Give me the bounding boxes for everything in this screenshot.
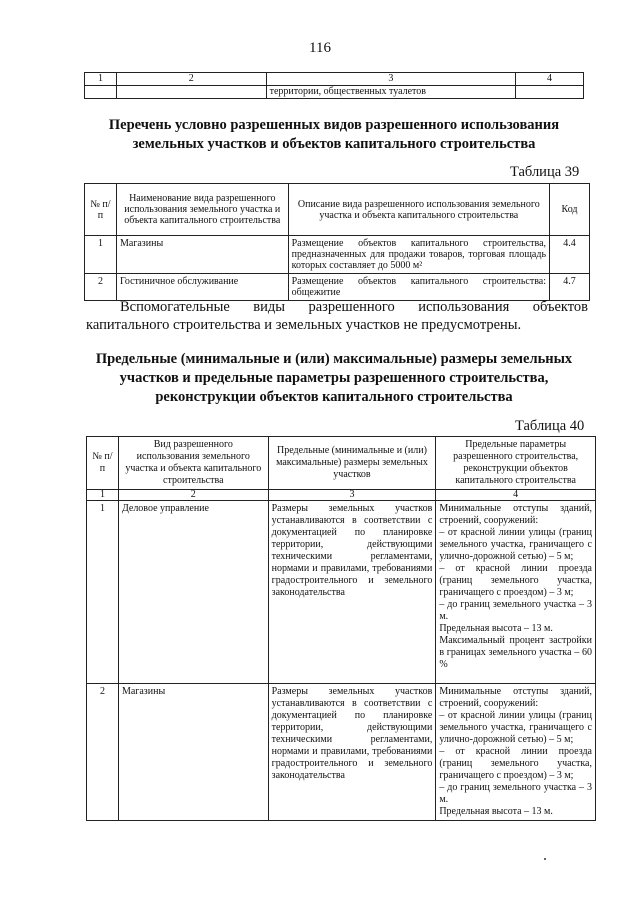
header-cell: № п/п [87,437,119,490]
table-row [87,501,596,684]
parameter-line: Предельная высота – 13 м. [439,806,553,817]
table-cell: 1 [85,73,117,86]
table-row [85,274,590,301]
auxiliary-uses-paragraph: Вспомогательные виды разрешенного использования объектов капитального строительства и земельных участков не предусмотрены. [86,299,588,333]
parameter-line: Максимальный процент застройки в границах земельного участка – 60 % [439,635,592,670]
heading-line: Предельные (минимальные и (или) максимальные) размеры земельных [95,351,573,367]
continued-table [84,72,584,99]
table40-caption: Таблица 40 [515,418,585,434]
parameter-line: – от красной линии улицы (границ земельного участка, граничащего с улично-дорожной сетью) – 5 м; [439,710,592,745]
row-number: 1 [85,236,117,274]
scan-speck [544,858,546,860]
parameter-line: Предельная высота – 13 м. [439,623,553,634]
table-39 [84,183,590,301]
table-cell: территории, общественных туалетов [266,86,516,99]
header-cell: Предельные параметры разрешенного строительства, реконструкции объектов капитального строительства [436,437,596,490]
header-cell: Вид разрешенного использования земельного участка и объекта капитального строительства [118,437,268,490]
page-number: 116 [309,40,331,56]
heading-line: земельных участков и объектов капитального строительства [132,136,536,152]
use-name: Гостиничное обслуживание [116,274,288,301]
table-cell: 4 [516,73,584,86]
use-code: 4.4 [550,236,590,274]
heading-conditional-uses [80,116,588,154]
column-number: 4 [436,490,596,501]
parameter-line: – от красной линии улицы (границ земельного участка, граничащего с улично-дорожной сетью) – 5 м; [439,527,592,562]
use-description: Размещение объектов капитального строительства, предназначенных для продажи товаров, торговая площадь которых составляет до 5000 м² [288,236,549,274]
heading-line: участков и предельные параметры разрешенного строительства, [119,370,549,386]
table-cell: 2 [116,73,266,86]
column-number: 2 [118,490,268,501]
table-40 [86,436,596,821]
parameter-line: Минимальные отступы зданий, строений, сооружений: [439,686,592,709]
table39-caption: Таблица 39 [510,164,580,180]
use-code: 4.7 [550,274,590,301]
use-name: Магазины [116,236,288,274]
row-number: 1 [87,501,119,684]
table-cell: 3 [266,73,516,86]
table-cell [85,86,117,99]
table-header-row [85,73,584,86]
parameter-line: Минимальные отступы зданий, строений, сооружений: [439,503,592,526]
table-header-row [85,184,590,236]
header-cell: Предельные (минимальные и (или) максимальные) размеры земельных участков [268,437,436,490]
column-number: 1 [87,490,119,501]
parameter-line: – до границ земельного участка – 3 м. [439,782,592,805]
construction-parameters [436,501,596,684]
header-cell: Наименование вида разрешенного использования земельного участка и объекта капитального строительства [116,184,288,236]
table-row [85,236,590,274]
use-name: Магазины [118,684,268,821]
header-cell: Код [550,184,590,236]
construction-parameters [436,684,596,821]
parameter-line: – от красной линии проезда (границ земельного участка, граничащего с проездом) – 3 м; [439,563,592,598]
use-description: Размещение объектов капитального строительства: общежитие [288,274,549,301]
parameter-line: – до границ земельного участка – 3 м. [439,599,592,622]
use-name: Деловое управление [118,501,268,684]
table-row [85,86,584,99]
header-cell: № п/п [85,184,117,236]
row-number: 2 [87,684,119,821]
table-row [87,684,596,821]
table-header-row [87,437,596,490]
column-number: 3 [268,490,436,501]
heading-line: реконструкции объектов капитального строительства [155,389,513,405]
column-number-row [87,490,596,501]
table-cell [516,86,584,99]
parameter-line: – от красной линии проезда (границ земельного участка, граничащего с проездом) – 3 м; [439,746,592,781]
table-cell [116,86,266,99]
header-cell: Описание вида разрешенного использования земельного участка и объекта капитального строительства [288,184,549,236]
plot-size-limits: Размеры земельных участков устанавливаются в соответствии с документацией по планировке территории, действующими техническими регламентами, нормами и правилами, требованиями градостроительного и земельного законодательства [268,501,436,684]
heading-line: Перечень условно разрешенных видов разрешенного использования [108,117,560,133]
row-number: 2 [85,274,117,301]
plot-size-limits: Размеры земельных участков устанавливаются в соответствии с документацией по планировке территории, действующими техническими регламентами, нормами и правилами, требованиями градостроительного и земельного законодательства [268,684,436,821]
heading-limits [80,350,588,407]
